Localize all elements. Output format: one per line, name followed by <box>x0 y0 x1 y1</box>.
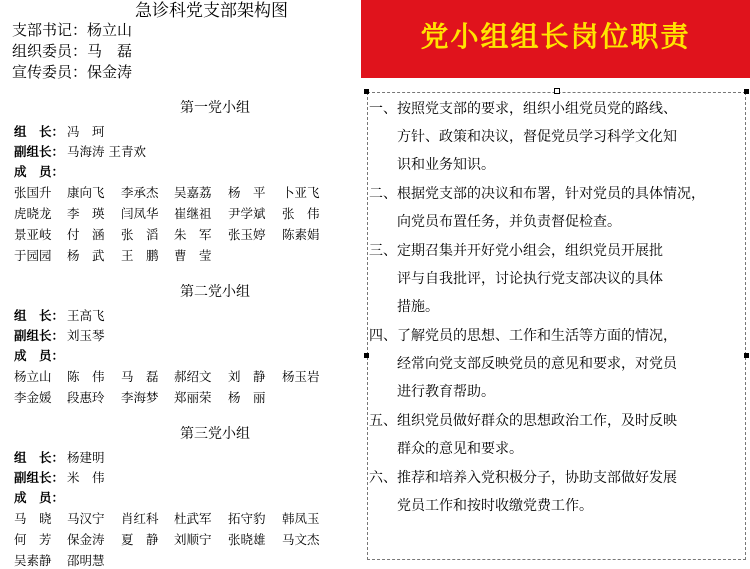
member-name: 崔继祖 <box>174 206 212 221</box>
duty-line: 六、推荐和培养入党积极分子，协助支部做好发展 <box>369 470 677 486</box>
duty-line: 三、定期召集并开好党小组会，组织党员开展批 <box>369 243 663 259</box>
member-name: 杜武军 <box>174 511 212 526</box>
leader-label: 组 长： <box>14 308 65 323</box>
member-name: 保金涛 <box>67 532 105 547</box>
member-name: 刘 静 <box>228 369 266 384</box>
member-name: 段惠玲 <box>67 390 105 405</box>
leader-label: 组 长： <box>14 450 65 465</box>
member-name: 付 涵 <box>67 227 105 242</box>
officer-publicity: 宣传委员：保金涛 <box>12 63 133 81</box>
deputy-names: 马海涛 王青欢 <box>67 144 146 159</box>
member-name: 李承杰 <box>121 185 159 200</box>
leader-label: 组 长： <box>14 124 65 139</box>
member-name: 杨 平 <box>228 185 266 200</box>
member-name: 郝绍文 <box>174 369 212 384</box>
member-name: 李金媛 <box>14 390 52 405</box>
duty-line: 进行教育帮助。 <box>369 384 495 400</box>
duty-line: 向党员布置任务，并负责督促检查。 <box>369 214 621 230</box>
members-label: 成 员： <box>14 490 65 505</box>
duty-line: 五、组织党员做好群众的思想政治工作，及时反映 <box>369 413 677 429</box>
duty-line: 评与自我批评，讨论执行党支部决议的具体 <box>369 271 663 287</box>
member-name: 杨 武 <box>67 248 105 263</box>
resize-handle-top[interactable] <box>554 88 560 94</box>
duty-line: 经常向党支部反映党员的意见和要求，对党员 <box>369 356 677 372</box>
duty-line: 党员工作和按时收缴党费工作。 <box>369 498 593 514</box>
member-name: 杨立山 <box>14 369 52 384</box>
officer-secretary: 支部书记：杨立山 <box>12 21 133 39</box>
member-name: 肖红科 <box>121 511 159 526</box>
leader-name: 冯 珂 <box>67 124 105 139</box>
member-name: 张玉婷 <box>228 227 266 242</box>
duty-line: 一、按照党支部的要求，组织小组党员党的路线、 <box>369 101 677 117</box>
member-name: 虎晓龙 <box>14 206 52 221</box>
member-name: 李 瑛 <box>67 206 105 221</box>
member-name: 马 晓 <box>14 511 52 526</box>
duties-banner-title: 党小组组长岗位职责 <box>420 20 691 53</box>
deputy-names: 米 伟 <box>67 470 105 485</box>
member-name: 曹 莹 <box>174 248 212 263</box>
member-name: 于园园 <box>14 248 52 263</box>
member-name: 张国升 <box>14 185 52 200</box>
member-name: 马汉宁 <box>67 511 105 526</box>
member-name: 邵明慧 <box>67 553 105 568</box>
deputy-label: 副组长： <box>14 144 65 159</box>
deputy-label: 副组长： <box>14 470 65 485</box>
officer-organization: 组织委员：马 磊 <box>12 42 133 60</box>
member-name: 杨 丽 <box>228 390 266 405</box>
member-name: 李海梦 <box>121 390 159 405</box>
member-name: 郑丽荣 <box>174 390 212 405</box>
member-name: 张 滔 <box>121 227 159 242</box>
group-title: 第二党小组 <box>180 284 250 300</box>
group-title: 第一党小组 <box>180 100 250 116</box>
member-name: 尹学斌 <box>228 206 266 221</box>
member-name: 闫凤华 <box>121 206 159 221</box>
duty-line: 四、了解党员的思想、工作和生活等方面的情况， <box>369 328 677 344</box>
member-name: 朱 军 <box>174 227 212 242</box>
group-title: 第三党小组 <box>180 426 250 442</box>
duties-banner <box>361 0 750 78</box>
leader-name: 王高飞 <box>67 308 105 323</box>
member-name: 刘顺宁 <box>174 532 212 547</box>
member-name: 拓守豹 <box>228 511 266 526</box>
duty-line: 措施。 <box>369 299 439 315</box>
members-label: 成 员： <box>14 348 65 363</box>
member-name: 杨玉岩 <box>282 369 320 384</box>
org-chart-title: 急诊科党支部架构图 <box>135 1 288 21</box>
member-name: 卜亚飞 <box>282 185 320 200</box>
duty-line: 二、根据党支部的决议和布署，针对党员的具体情况， <box>369 186 705 202</box>
member-name: 陈素娟 <box>282 227 320 242</box>
member-name: 张晓雄 <box>228 532 266 547</box>
duty-line: 方针、政策和决议，督促党员学习科学文化知 <box>369 129 677 145</box>
member-name: 张 伟 <box>282 206 320 221</box>
resize-handle-top-right[interactable] <box>744 89 749 94</box>
duty-line: 群众的意见和要求。 <box>369 441 523 457</box>
member-name: 王 鹏 <box>121 248 159 263</box>
deputy-names: 刘玉琴 <box>67 328 105 343</box>
member-name: 马 磊 <box>121 369 159 384</box>
member-name: 吴素静 <box>14 553 52 568</box>
resize-handle-top-left[interactable] <box>364 89 369 94</box>
duty-line: 识和业务知识。 <box>369 157 495 173</box>
member-name: 康向飞 <box>67 185 105 200</box>
member-name: 吴嘉荔 <box>174 185 212 200</box>
member-name: 陈 伟 <box>67 369 105 384</box>
member-name: 马文杰 <box>282 532 320 547</box>
duties-panel <box>361 0 750 563</box>
member-name: 夏 静 <box>121 532 159 547</box>
members-label: 成 员： <box>14 164 65 179</box>
resize-handle-right[interactable] <box>744 353 749 358</box>
member-name: 何 芳 <box>14 532 52 547</box>
deputy-label: 副组长： <box>14 328 65 343</box>
org-chart-panel <box>0 0 355 568</box>
member-name: 韩凤玉 <box>282 511 320 526</box>
leader-name: 杨建明 <box>67 450 105 465</box>
member-name: 景亚岐 <box>14 227 52 242</box>
